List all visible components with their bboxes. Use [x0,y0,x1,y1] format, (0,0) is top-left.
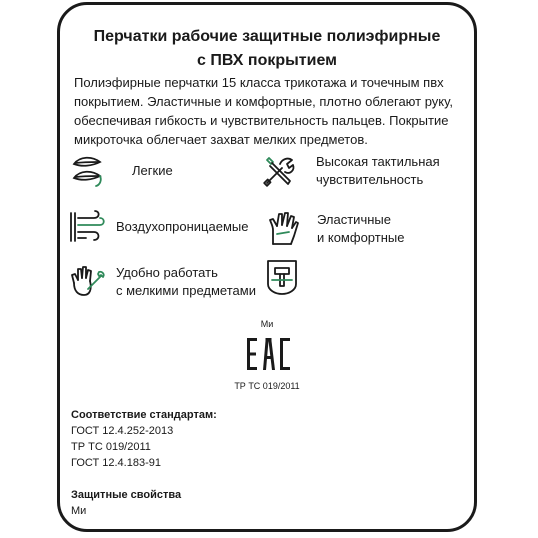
cert-regulation: ТР ТС 019/2011 [234,381,300,391]
feature-light [70,152,173,190]
protective-value: Ми [71,505,87,517]
feature-small-parts [68,263,256,301]
feature-elastic-line2: и комфортные [317,230,405,245]
feature-small-parts-line1: Удобно работать [116,265,218,280]
standard-item: ГОСТ 12.4.183-91 [71,457,161,469]
air-flow-icon [68,208,106,246]
standards-block [71,407,217,471]
leaf-icon [70,152,108,190]
product-title [60,25,474,73]
feature-tactile-line2: чувствительность [316,172,424,187]
feature-elastic-label [317,211,404,247]
feature-breathable [68,208,248,246]
protective-block [71,487,181,519]
feature-tactile-line1: Высокая тактильная [316,154,440,169]
hand-wrench-icon [68,263,106,301]
feature-elastic [265,210,404,248]
glove-icon [265,210,303,248]
feature-elastic-line1: Эластичные [317,212,391,227]
product-description: Полиэфирные перчатки 15 класса трикотажа и точечным пвх покрытием. Эластичные и комфортные, плотно облегают руку, обеспечивая гибкость и чувствительность пальцев. Покрытие микроточка облегчает захват мелких предметов. [74,75,453,147]
standards-heading: Соответствие стандартам: [71,409,217,421]
standard-item: ГОСТ 12.4.252-2013 [71,425,174,437]
shield-hammer-icon [263,258,301,296]
feature-small-parts-line2: с мелкими предметами [116,283,256,298]
feature-small-parts-label [116,264,256,300]
feature-tactile-label [316,153,440,189]
cert-mark-label: Ми [260,319,274,329]
feature-tactile [260,152,440,190]
product-card [57,2,477,532]
standard-item: ТР ТС 019/2011 [71,441,151,453]
feature-light-label: Легкие [132,163,173,178]
feature-breathable-label: Воздухопроницаемые [116,219,249,234]
title-line-1: Перчатки рабочие защитные полиэфирные [93,28,441,45]
tools-icon [260,152,298,190]
protective-heading: Защитные свойства [71,489,182,501]
feature-protection [263,258,301,296]
title-line-2: с ПВХ покрытием [197,52,337,69]
eac-logo [247,338,291,370]
